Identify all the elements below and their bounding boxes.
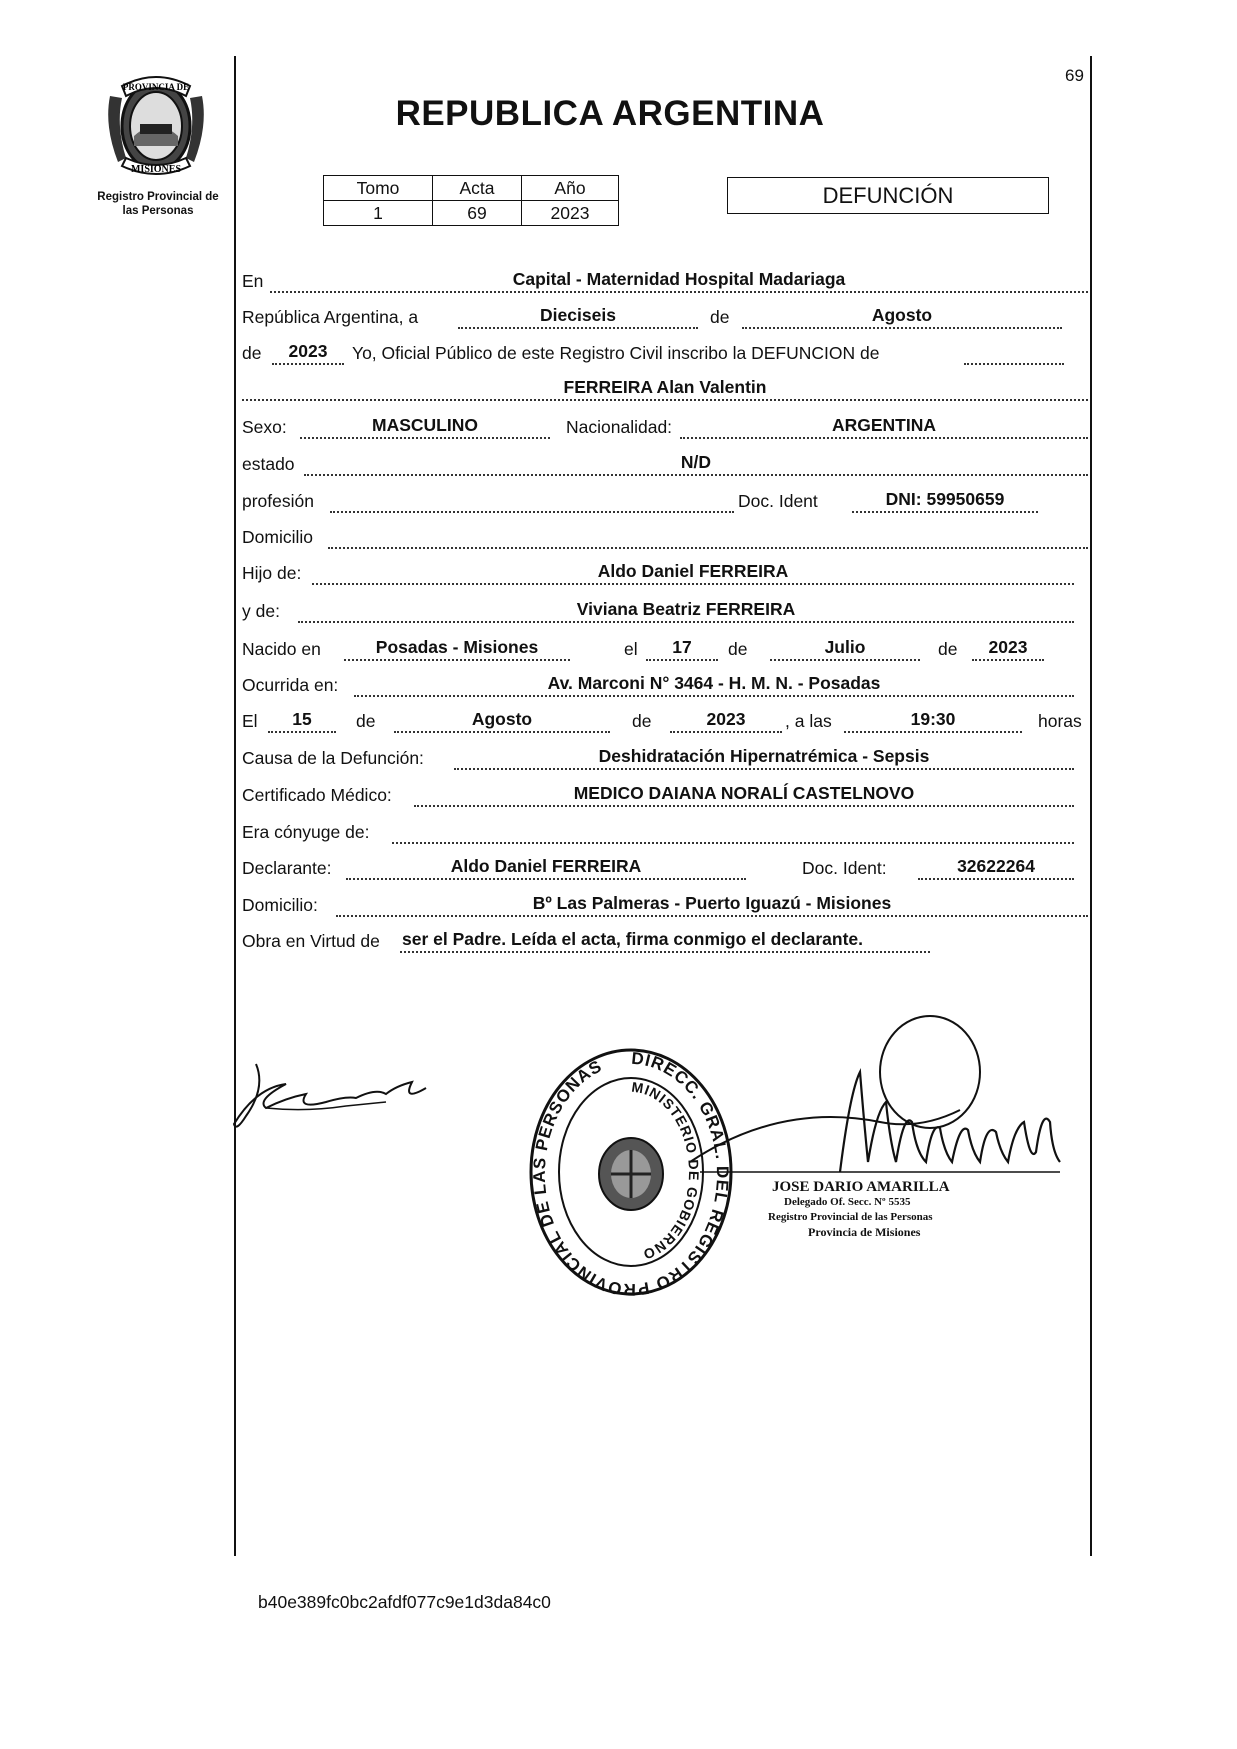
declarante-value: Aldo Daniel FERREIRA: [450, 856, 642, 876]
domicilio-label: Domicilio: [242, 527, 313, 547]
conyuge-field: [392, 820, 1074, 844]
horas-label: horas: [1038, 711, 1082, 731]
estado-label: estado: [242, 454, 295, 474]
birth-year: 2023: [988, 637, 1028, 657]
row-profesion: [242, 486, 1092, 516]
anio-header: Año: [522, 176, 619, 201]
obra-field: [400, 929, 930, 953]
birth-month: Julio: [824, 637, 866, 657]
row-domicilio2: [242, 890, 1092, 920]
page-number: 69: [1065, 66, 1084, 85]
declarante-field: [346, 856, 746, 880]
death-time: 19:30: [910, 709, 956, 729]
row-en: [242, 266, 1092, 296]
birth-month-field: [770, 637, 920, 661]
svg-text:MISIONES: MISIONES: [130, 164, 182, 175]
el-label: el: [624, 639, 638, 659]
row-yde: [242, 596, 1092, 626]
de-label-4: de: [938, 639, 958, 659]
sexo-field: [300, 415, 550, 439]
tomo-header: Tomo: [324, 176, 433, 201]
row-sexo: [242, 412, 1092, 442]
declarante-label: Declarante:: [242, 858, 332, 878]
day-value: Dieciseis: [540, 305, 616, 325]
sexo-label: Sexo:: [242, 417, 287, 437]
birth-day: 17: [672, 637, 692, 657]
el-upper-label: El: [242, 711, 258, 731]
acta-header: Acta: [433, 176, 522, 201]
death-time-field: [844, 709, 1022, 733]
row-nacido: [242, 634, 1092, 664]
nacido-field: [344, 637, 570, 661]
profesion-field: [330, 489, 734, 513]
year-value: 2023: [288, 341, 328, 361]
sexo-value: MASCULINO: [372, 415, 478, 435]
month-value: Agosto: [871, 305, 933, 325]
yde-field: [298, 599, 1074, 623]
left-margin-line: [234, 56, 236, 1556]
row-fecha-defuncion: [242, 706, 1092, 736]
nacionalidad-field: [680, 415, 1088, 439]
causa-label: Causa de la Defunción:: [242, 748, 424, 768]
de-label-5: de: [356, 711, 376, 731]
row-estado: [242, 449, 1092, 479]
birth-year-field: [972, 637, 1044, 661]
seal-inner-text: MINISTERIO DE GOBIERNO: [630, 1078, 703, 1264]
hijo-value: Aldo Daniel FERREIRA: [597, 561, 789, 581]
nacido-label: Nacido en: [242, 639, 321, 659]
de-label-1: de: [710, 307, 730, 327]
hijo-label: Hijo de:: [242, 563, 302, 583]
profesion-label: profesión: [242, 491, 314, 511]
official-name: JOSE DARIO AMARILLA: [772, 1179, 950, 1195]
domicilio-field: [328, 525, 1088, 549]
death-month-field: [394, 709, 610, 733]
page-title: REPUBLICA ARGENTINA: [395, 94, 825, 133]
death-year: 2023: [706, 709, 746, 729]
yde-label: y de:: [242, 601, 280, 621]
official-province: Provincia de Misiones: [808, 1225, 921, 1239]
death-day-field: [268, 709, 336, 733]
alas-label: , a las: [785, 711, 832, 731]
doc-ident2-label: Doc. Ident:: [802, 858, 887, 878]
nacionalidad-value: ARGENTINA: [831, 415, 937, 435]
official-role: Delegado Of. Secc. Nº 5535: [784, 1196, 911, 1208]
doc-ident2-field: [918, 856, 1074, 880]
row-conyuge: [242, 817, 1092, 847]
official-stamp-text: [768, 1179, 1032, 1240]
doc-ident2-value: 32622264: [957, 856, 1035, 876]
obra-value: ser el Padre. Leída el acta, firma conmigo el declarante.: [402, 929, 864, 949]
province-emblem-logo: [100, 66, 212, 182]
day-field: [458, 305, 698, 329]
row-nombre: [242, 374, 1092, 404]
en-field: [270, 269, 1088, 293]
row-domicilio: [242, 522, 1092, 552]
nacionalidad-label: Nacionalidad:: [566, 417, 673, 437]
row-declarante: [242, 853, 1092, 883]
obra-label: Obra en Virtud de: [242, 931, 380, 951]
causa-value: Deshidratación Hipernatrémica - Sepsis: [598, 746, 930, 766]
death-day: 15: [292, 709, 312, 729]
yo-blank: [964, 341, 1064, 365]
deceased-name-field: [242, 377, 1088, 401]
row-hijo: [242, 558, 1092, 588]
certificado-field: [414, 783, 1074, 807]
de-label-6: de: [632, 711, 652, 731]
month-field: [742, 305, 1062, 329]
ocurrida-label: Ocurrida en:: [242, 675, 339, 695]
year-field: [272, 341, 344, 365]
nacido-value: Posadas - Misiones: [375, 637, 539, 657]
row-ocurrida: [242, 670, 1092, 700]
seal-coat-of-arms-icon: [599, 1138, 663, 1210]
domicilio2-field: [336, 893, 1088, 917]
republica-label: República Argentina, a: [242, 307, 419, 327]
registry-table-value-row: [324, 201, 619, 226]
yde-value: Viviana Beatriz FERREIRA: [576, 599, 796, 619]
domicilio2-label: Domicilio:: [242, 895, 318, 915]
de-label-3: de: [728, 639, 748, 659]
registry-caption-line1: Registro Provincial de: [97, 191, 219, 203]
document-type-box: DEFUNCIÓN: [727, 177, 1049, 214]
declarant-signature: [226, 1058, 446, 1138]
certificado-value: MEDICO DAIANA NORALÍ CASTELNOVO: [573, 783, 915, 803]
deceased-name: FERREIRA Alan Valentin: [563, 377, 767, 397]
tomo-value: 1: [324, 201, 433, 226]
row-obra: [242, 926, 1092, 956]
seal-outer-text: DIRECC. GRAL. DEL REGISTRO PROVINCIAL DE LAS PERSONAS: [529, 1048, 733, 1296]
row-fecha: [242, 302, 1092, 332]
doc-ident-value: DNI: 59950659: [885, 489, 1005, 509]
document-hash: b40e389fc0bc2afdf077c9e1d3da84c0: [258, 1592, 551, 1612]
death-year-field: [670, 709, 782, 733]
estado-value: N/D: [680, 452, 712, 472]
doc-ident-label: Doc. Ident: [738, 491, 818, 511]
registry-caption-line2: las Personas: [122, 205, 194, 217]
svg-text:PROVINCIA DE: PROVINCIA DE: [122, 82, 190, 92]
conyuge-label: Era cónyuge de:: [242, 822, 370, 842]
row-causa: [242, 743, 1092, 773]
registry-caption: [78, 190, 238, 218]
birth-day-field: [646, 637, 718, 661]
estado-field: [304, 452, 1088, 476]
en-label: En: [242, 271, 264, 291]
row-certificado: [242, 780, 1092, 810]
official-office: Registro Provincial de las Personas: [768, 1211, 933, 1223]
yo-text: Yo, Oficial Público de este Registro Civil inscribo la DEFUNCION de: [352, 343, 880, 363]
death-month: Agosto: [471, 709, 533, 729]
row-yo: [242, 338, 1092, 368]
registry-table: [323, 175, 619, 226]
de-label-2: de: [242, 343, 262, 363]
domicilio2-value: Bº Las Palmeras - Puerto Iguazú - Misiones: [532, 893, 892, 913]
en-value: Capital - Maternidad Hospital Madariaga: [512, 269, 846, 289]
doc-ident-field: [852, 489, 1038, 513]
registry-table-header-row: [324, 176, 619, 201]
hijo-field: [312, 561, 1074, 585]
causa-field: [454, 746, 1074, 770]
certificado-label: Certificado Médico:: [242, 785, 392, 805]
acta-value: 69: [433, 201, 522, 226]
anio-value: 2023: [522, 201, 619, 226]
ocurrida-value: Av. Marconi N° 3464 - H. M. N. - Posadas: [547, 673, 881, 693]
ocurrida-field: [354, 673, 1074, 697]
